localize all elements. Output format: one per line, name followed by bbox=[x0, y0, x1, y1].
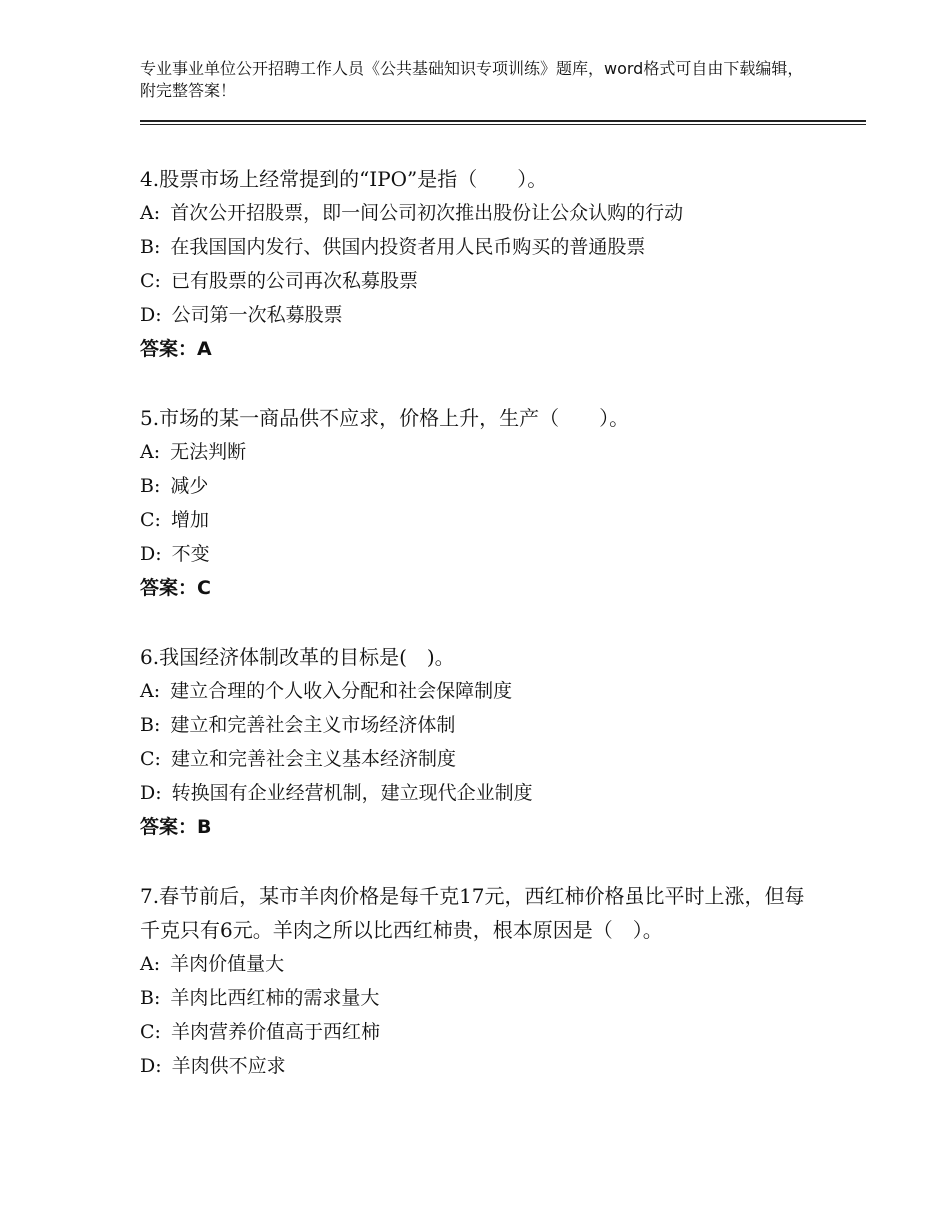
document-header bbox=[140, 58, 810, 102]
option-letter: B: bbox=[140, 236, 161, 258]
option-a bbox=[140, 947, 820, 981]
option-c bbox=[140, 503, 820, 537]
option-letter: D: bbox=[140, 1055, 162, 1077]
option-d bbox=[140, 1049, 820, 1083]
answer-line: 答案：B bbox=[140, 816, 212, 838]
question-4 bbox=[140, 162, 820, 366]
question-stem: 5.市场的某一商品供不应求，价格上升，生产（ ）。 bbox=[140, 406, 630, 430]
option-letter: D: bbox=[140, 304, 162, 326]
option-letter: B: bbox=[140, 714, 161, 736]
option-letter: A: bbox=[140, 441, 161, 463]
option-letter: A: bbox=[140, 680, 161, 702]
option-text: 羊肉供不应求 bbox=[171, 1055, 286, 1077]
option-text: 已有股票的公司再次私募股票 bbox=[170, 270, 418, 292]
option-letter: C: bbox=[140, 509, 161, 531]
option-letter: D: bbox=[140, 782, 162, 804]
option-text: 建立和完善社会主义市场经济体制 bbox=[170, 714, 456, 736]
option-text: 不变 bbox=[171, 543, 210, 565]
answer-line: 答案：A bbox=[140, 338, 212, 360]
question-6 bbox=[140, 640, 820, 844]
question-stem: 6.我国经济体制改革的目标是( )。 bbox=[140, 645, 455, 669]
option-a bbox=[140, 196, 820, 230]
option-letter: C: bbox=[140, 748, 161, 770]
header-text: 专业事业单位公开招聘工作人员《公共基础知识专项训练》题库，word格式可自由下载编辑，附完整答案！ bbox=[140, 59, 804, 100]
option-text: 首次公开招股票，即一间公司初次推出股份让公众认购的行动 bbox=[170, 202, 684, 224]
option-text: 无法判断 bbox=[170, 441, 247, 463]
header-divider bbox=[140, 120, 866, 125]
option-a bbox=[140, 674, 820, 708]
question-list bbox=[140, 162, 820, 1083]
option-letter: C: bbox=[140, 270, 161, 292]
option-text: 建立合理的个人收入分配和社会保障制度 bbox=[170, 680, 513, 702]
question-7 bbox=[140, 879, 820, 1083]
option-c bbox=[140, 1015, 820, 1049]
option-d bbox=[140, 298, 820, 332]
option-text: 羊肉价值量大 bbox=[170, 953, 285, 975]
option-letter: C: bbox=[140, 1021, 161, 1043]
option-b bbox=[140, 981, 820, 1015]
option-text: 在我国国内发行、供国内投资者用人民币购买的普通股票 bbox=[170, 236, 646, 258]
option-b bbox=[140, 230, 820, 264]
option-text: 建立和完善社会主义基本经济制度 bbox=[170, 748, 456, 770]
question-stem: 7.春节前后，某市羊肉价格是每千克17元，西红柿价格虽比平时上涨，但每千克只有6元。羊肉之所以比西红柿贵，根本原因是（ ）。 bbox=[140, 884, 805, 942]
option-letter: D: bbox=[140, 543, 162, 565]
option-text: 羊肉比西红柿的需求量大 bbox=[170, 987, 380, 1009]
option-b bbox=[140, 708, 820, 742]
option-text: 公司第一次私募股票 bbox=[171, 304, 343, 326]
option-text: 羊肉营养价值高于西红柿 bbox=[170, 1021, 380, 1043]
option-letter: A: bbox=[140, 202, 161, 224]
option-text: 减少 bbox=[170, 475, 209, 497]
option-c bbox=[140, 742, 820, 776]
option-d bbox=[140, 776, 820, 810]
option-text: 增加 bbox=[170, 509, 209, 531]
option-letter: B: bbox=[140, 987, 161, 1009]
option-letter: B: bbox=[140, 475, 161, 497]
option-letter: A: bbox=[140, 953, 161, 975]
option-a bbox=[140, 435, 820, 469]
option-c bbox=[140, 264, 820, 298]
option-b bbox=[140, 469, 820, 503]
option-text: 转换国有企业经营机制，建立现代企业制度 bbox=[171, 782, 533, 804]
option-d bbox=[140, 537, 820, 571]
question-stem: 4.股票市场上经常提到的“IPO”是指（ ）。 bbox=[140, 167, 548, 191]
question-5 bbox=[140, 401, 820, 605]
answer-line: 答案：C bbox=[140, 577, 211, 599]
